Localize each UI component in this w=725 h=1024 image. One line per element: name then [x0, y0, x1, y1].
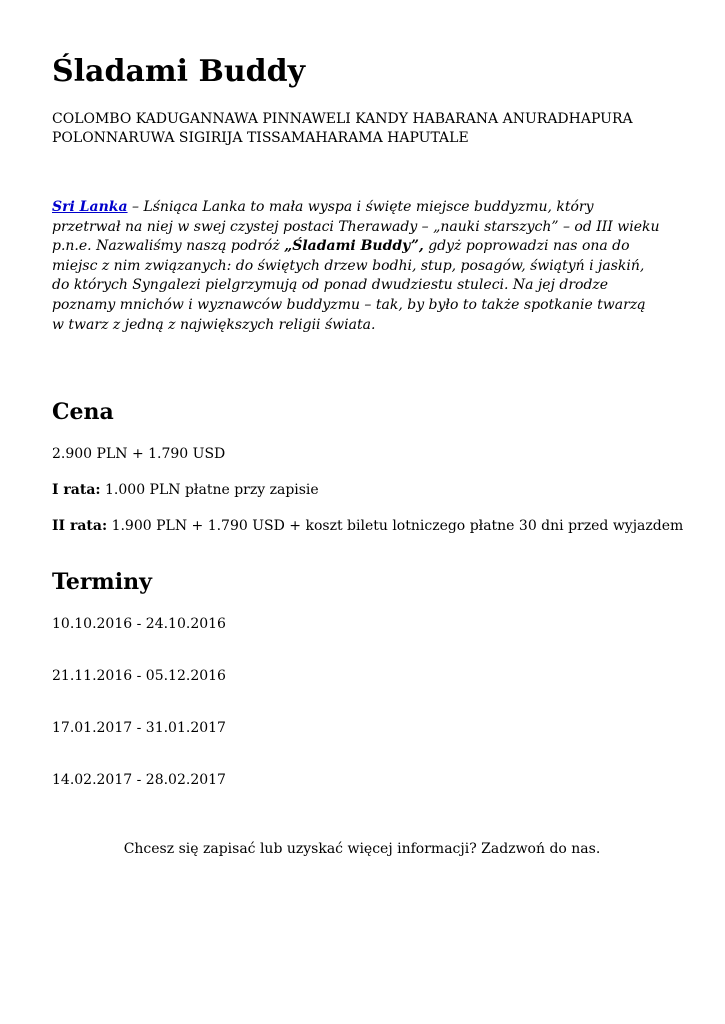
date-range-item: 21.11.2016 - 05.12.2016: [52, 668, 226, 684]
intro-text-1: – Lśniąca Lanka to mała wyspa i święte miejsce buddyzmu, który przetrwał na niej w swej czystej postaci Therawady – „nauki starszych” – od III wieku p.n.e. Nazwaliśmy naszą podróż: [52, 199, 660, 255]
sri-lanka-link[interactable]: Sri Lanka: [52, 199, 128, 215]
price-second-installment: [52, 517, 683, 536]
date-range-item: 10.10.2016 - 24.10.2016: [52, 616, 226, 632]
intro-text-2: gdyż poprowadzi nas ona do miejsc z nim związanych: do świętych drzew bodhi, stup, posagów, świątyń i jaskiń, do których Syngalezi pielgrzymują od ponad dwudziestu stuleci. Na jej drodze poznamy mnichów i wyznawców buddyzmu – tak, by było to także spotkanie twarzą w twarz z jedną z największych religii świata.: [52, 238, 646, 333]
contact-footer: Chcesz się zapisać lub uzyskać więcej informacji? Zadzwoń do nas.: [123, 841, 601, 857]
second-installment-label: II rata:: [52, 518, 108, 534]
price-first-installment: [52, 481, 319, 500]
price-heading: Cena: [52, 399, 114, 425]
price-total: 2.900 PLN + 1.790 USD: [52, 446, 226, 462]
intro-paragraph: [52, 198, 660, 335]
date-range-item: 17.01.2017 - 31.01.2017: [52, 720, 226, 736]
page-title: Śladami Buddy: [52, 54, 306, 89]
first-installment-label: I rata:: [52, 482, 101, 498]
date-range-item: 14.02.2017 - 28.02.2017: [52, 772, 226, 788]
second-installment-value: 1.900 PLN + 1.790 USD + koszt biletu lotniczego płatne 30 dni przed wyjazdem: [107, 518, 684, 534]
cities-list: COLOMBO KADUGANNAWA PINNAWELI KANDY HABARANA ANURADHAPURA POLONNARUWA SIGIRIJA TISSAMAHARAMA HAPUTALE: [52, 111, 633, 146]
intro-bold-title: „Śladami Buddy”,: [284, 238, 424, 255]
first-installment-value: 1.000 PLN płatne przy zapisie: [100, 482, 319, 498]
dates-heading: Terminy: [52, 569, 152, 595]
